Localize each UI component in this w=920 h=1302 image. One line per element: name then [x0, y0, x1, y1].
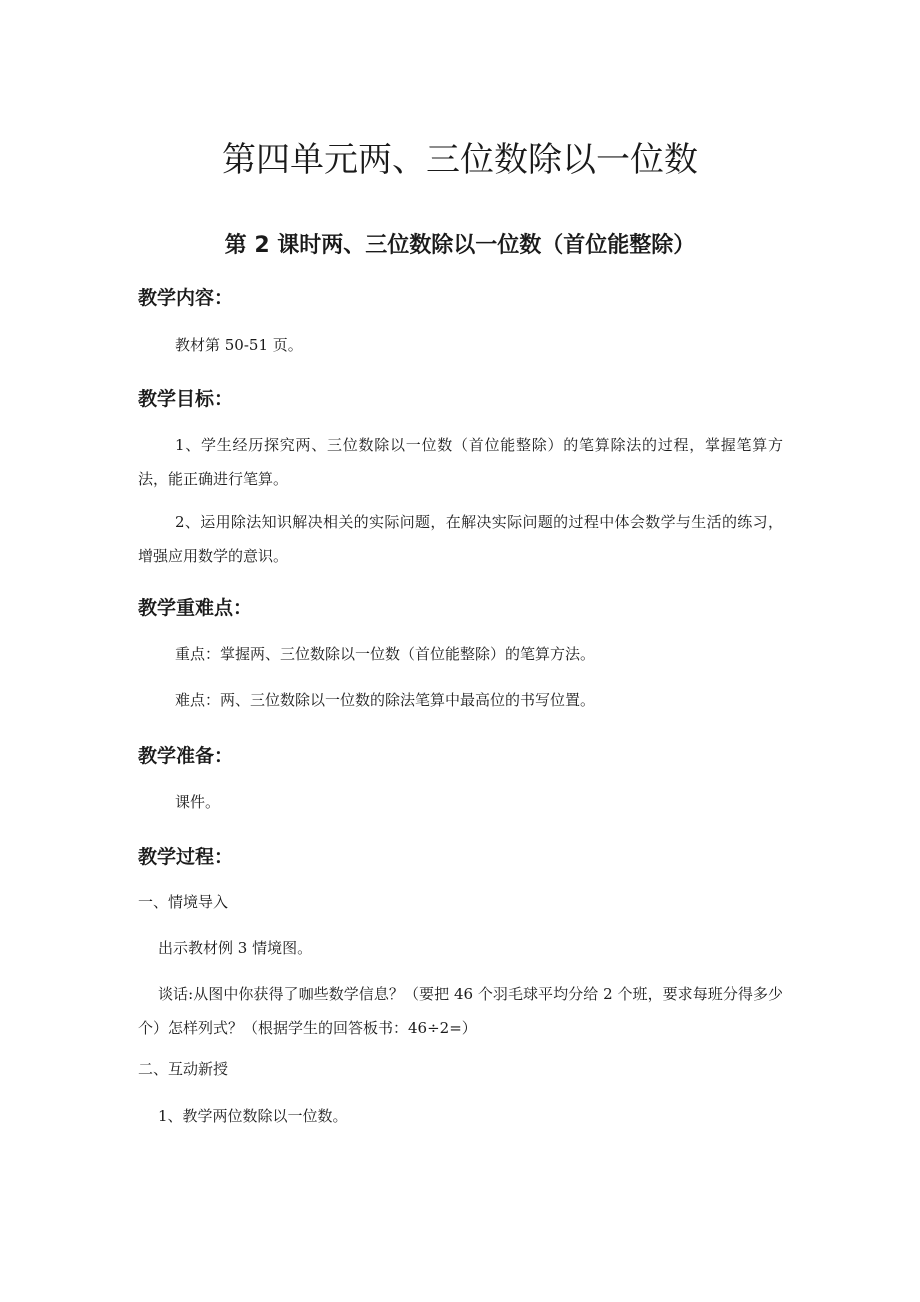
goal-item-2: 2、运用除法知识解决相关的实际问题，在解决实际问题的过程中体会数学与生活的练习，增强应用数学的意识。 — [138, 513, 783, 565]
document-title: 第四单元两、三位数除以一位数 — [222, 140, 698, 180]
goal-item-1: 1、学生经历探究两、三位数除以一位数（首位能整除）的笔算除法的过程，掌握笔算方法，能正确进行笔算。 — [138, 436, 783, 488]
preparation-text: 课件。 — [175, 793, 221, 811]
heading-teaching-content: 教学内容： — [138, 287, 234, 309]
process-step2-title: 二、互动新授 — [138, 1060, 229, 1078]
key-point-text: 重点：掌握两、三位数除以一位数（首位能整除）的笔算方法。 — [175, 645, 596, 663]
process-step1-show: 出示教材例 3 情境图。 — [158, 939, 313, 957]
difficulty-text: 难点：两、三位数除以一位数的除法笔算中最高位的书写位置。 — [175, 691, 596, 709]
heading-teaching-goals: 教学目标： — [138, 388, 234, 410]
process-step1-title: 一、情境导入 — [138, 893, 229, 911]
process-step1-talk: 谈话:从图中你获得了咖些数学信息？（要把 46 个羽毛球平均分给 2 个班，要求每班分得多少个）怎样列式？（根据学生的回答板书：46÷2=） — [138, 985, 783, 1037]
heading-key-points: 教学重难点： — [138, 597, 253, 619]
heading-process: 教学过程： — [138, 846, 234, 868]
lesson-subtitle: 第 2 课时两、三位数除以一位数（首位能整除） — [224, 233, 696, 258]
heading-preparation: 教学准备： — [138, 745, 234, 767]
teaching-content-text: 教材第 50-51 页。 — [175, 336, 303, 354]
process-step2-item1: 1、教学两位数除以一位数。 — [158, 1107, 348, 1125]
